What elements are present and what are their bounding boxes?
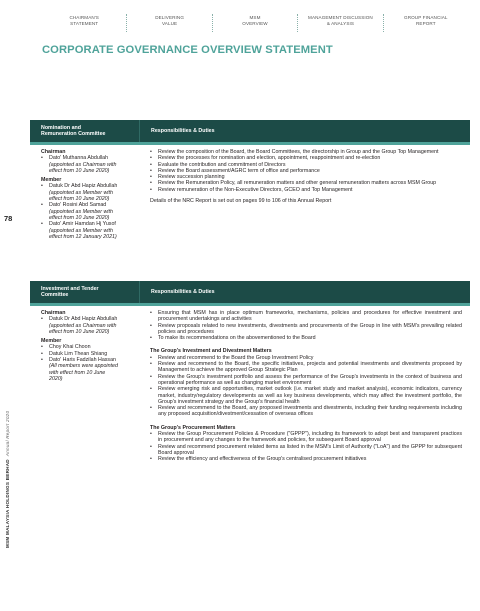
procurement-heading: The Group's Procurement Matters	[150, 424, 236, 431]
duty-item: • Review proposals related to new investments, divestments and procurements of the Group in line with MSM's prevailing related policies and procedures	[150, 323, 462, 336]
duty-item: • Review the processes for nomination and election, appointment, reappointment and re-election	[150, 155, 462, 161]
appointment-note: 2020)	[49, 375, 63, 382]
side-report-name: Annual Report 2020	[5, 410, 10, 457]
duty-item: • Evaluate the contribution and commitment of Directors	[150, 162, 462, 168]
member-name: • Datuk Dr Abd Hapiz Abdullah	[41, 183, 136, 189]
member-name: • Choy Khai Choon	[41, 344, 136, 350]
side-caption	[5, 411, 10, 548]
duty-item: • Review the Group's investment portfolio and assess the performance of the Group's investments in the context of business and operational performance as well as changing market environment	[150, 374, 462, 387]
appointment-note: (appointed as Chairman with	[49, 322, 117, 329]
member-name: • Dato' Rosini Abd Samad	[41, 202, 136, 208]
itc-duties-heading: Responsibilities & Duties	[151, 288, 215, 295]
appointment-note: (appointed as Member with	[49, 189, 113, 196]
itc-members	[30, 306, 139, 466]
member-name: • Dato' Haris Fadzilah Hassan	[41, 357, 136, 363]
nav-management-discussion[interactable]: MANAGEMENT DISCUSSION & ANALYSIS	[298, 14, 383, 32]
appointment-note: effect from 10 June 2020)	[49, 167, 110, 174]
appointment-note: (appointed as Chairman with	[49, 161, 117, 168]
nrc-section	[30, 120, 470, 243]
chairman-label: Chairman	[41, 149, 66, 155]
nrc-report-reference: Details of the NRC Report is set out on pages 99 to 106 of this Annual Report	[150, 198, 332, 205]
duty-item: • Review and recommend to the Board, the specific initiatives, projects and potential investments and divestments proposed by Management to achieve the approved Group Strategic Plan	[150, 361, 462, 374]
member-label: Member	[41, 338, 62, 345]
top-navigation	[42, 14, 468, 32]
member-name: • Datuk Lim Thean Shiang	[41, 351, 136, 357]
appointment-note: (appointed as Member with	[49, 227, 113, 234]
duty-item: • Review the Group Procurement Policies & Procedure ("GPPP"), including its framework to adopt best and transparent practices in procurement and any changes to the framework and policies, for subsequent Board approval	[150, 431, 462, 444]
side-company-name: MSM MALAYSIA HOLDINGS BERHAD	[5, 459, 10, 548]
duty-item: • Review remuneration of the Non-Executive Directors, GCEO and Top Management	[150, 187, 462, 193]
appointment-note: effect from 10 June 2020)	[49, 214, 110, 221]
duty-item: • Review and recommend to the Board the Group Investment Policy	[150, 355, 462, 361]
appointment-note: (appointed as Member with	[49, 208, 113, 215]
nav-delivering-value[interactable]: DELIVERING VALUE	[127, 14, 212, 32]
nav-chairmans-statement[interactable]: CHAIRMAN'S STATEMENT	[42, 14, 127, 32]
duty-item: • Review the composition of the Board, the Board Committees, the directorship in Group and the Group Top Management	[150, 149, 462, 155]
appointment-note: with effect from 10 June	[49, 369, 106, 376]
nrc-duties	[139, 145, 470, 243]
page-title: CORPORATE GOVERNANCE OVERVIEW STATEMENT	[42, 44, 333, 56]
appointment-note: effect from 12 January 2021)	[49, 233, 117, 240]
member-name: • Dato' Muthanna Abdullah	[41, 155, 136, 161]
page-number: 78	[4, 214, 13, 223]
duty-item: • Review and recommend to the Board, any proposed investments and divestments, including their funding requirements including any proposed acquisition/divestment/cessation of overseas offices	[150, 405, 462, 418]
duty-item: • Review the Board assessment/AGRC term of office and performance	[150, 168, 462, 174]
duty-item: • Review succession planning	[150, 174, 462, 180]
itc-header	[30, 281, 470, 303]
appointment-note: (All members were appointed	[49, 363, 118, 370]
duty-item: • Review emerging risk and opportunities, market outlook (i.e. market study and market analysis), economic indicators, currency market, industry/regulatory developments as well as key business developments, which may affect the investment portfolio, the Group's investment strategy and the Group's financial health	[150, 386, 462, 405]
appointment-note: effect from 10 June 2020)	[49, 328, 110, 335]
nav-msm-overview[interactable]: MSM OVERVIEW	[213, 14, 298, 32]
duty-item: • Review the efficiency and effectiveness of the Group's centralised procurement initiatives	[150, 456, 462, 462]
investment-divestment-heading: The Group's Investment and Divestment Matters	[150, 348, 272, 355]
duty-item: • Ensuring that MSM has in place optimum frameworks, mechanisms, policies and procedures for effective investment and procurement undertakings and activities	[150, 310, 462, 323]
nrc-members	[30, 145, 139, 243]
nrc-duties-heading: Responsibilities & Duties	[151, 127, 215, 134]
itc-duties	[139, 306, 470, 466]
itc-heading: Investment and Tender Committee	[41, 285, 99, 298]
member-name: • Dato' Amir Hamdan Hj Yusof	[41, 221, 136, 227]
itc-section	[30, 281, 470, 466]
nav-group-financial-report[interactable]: GROUP FINANCIAL REPORT	[404, 15, 448, 26]
appointment-note: effect from 10 June 2020)	[49, 196, 110, 203]
duty-item: • Review and recommend procurement related items as listed in the MSM's Limit of Authority ("LoA") and the GPPP for subsequent Board approval	[150, 444, 462, 457]
member-name: • Datuk Dr Abd Hapiz Abdullah	[41, 316, 136, 322]
member-label: Member	[41, 177, 62, 184]
duty-item: • To make its recommendations on the abovementioned to the Board	[150, 335, 462, 341]
nrc-header	[30, 120, 470, 142]
chairman-label: Chairman	[41, 310, 66, 316]
duty-item: • Review the Remuneration Policy, all remuneration matters and other general remuneration matters across MSM Group	[150, 180, 462, 186]
nrc-heading: Nomination and Remuneration Committee	[41, 124, 106, 137]
